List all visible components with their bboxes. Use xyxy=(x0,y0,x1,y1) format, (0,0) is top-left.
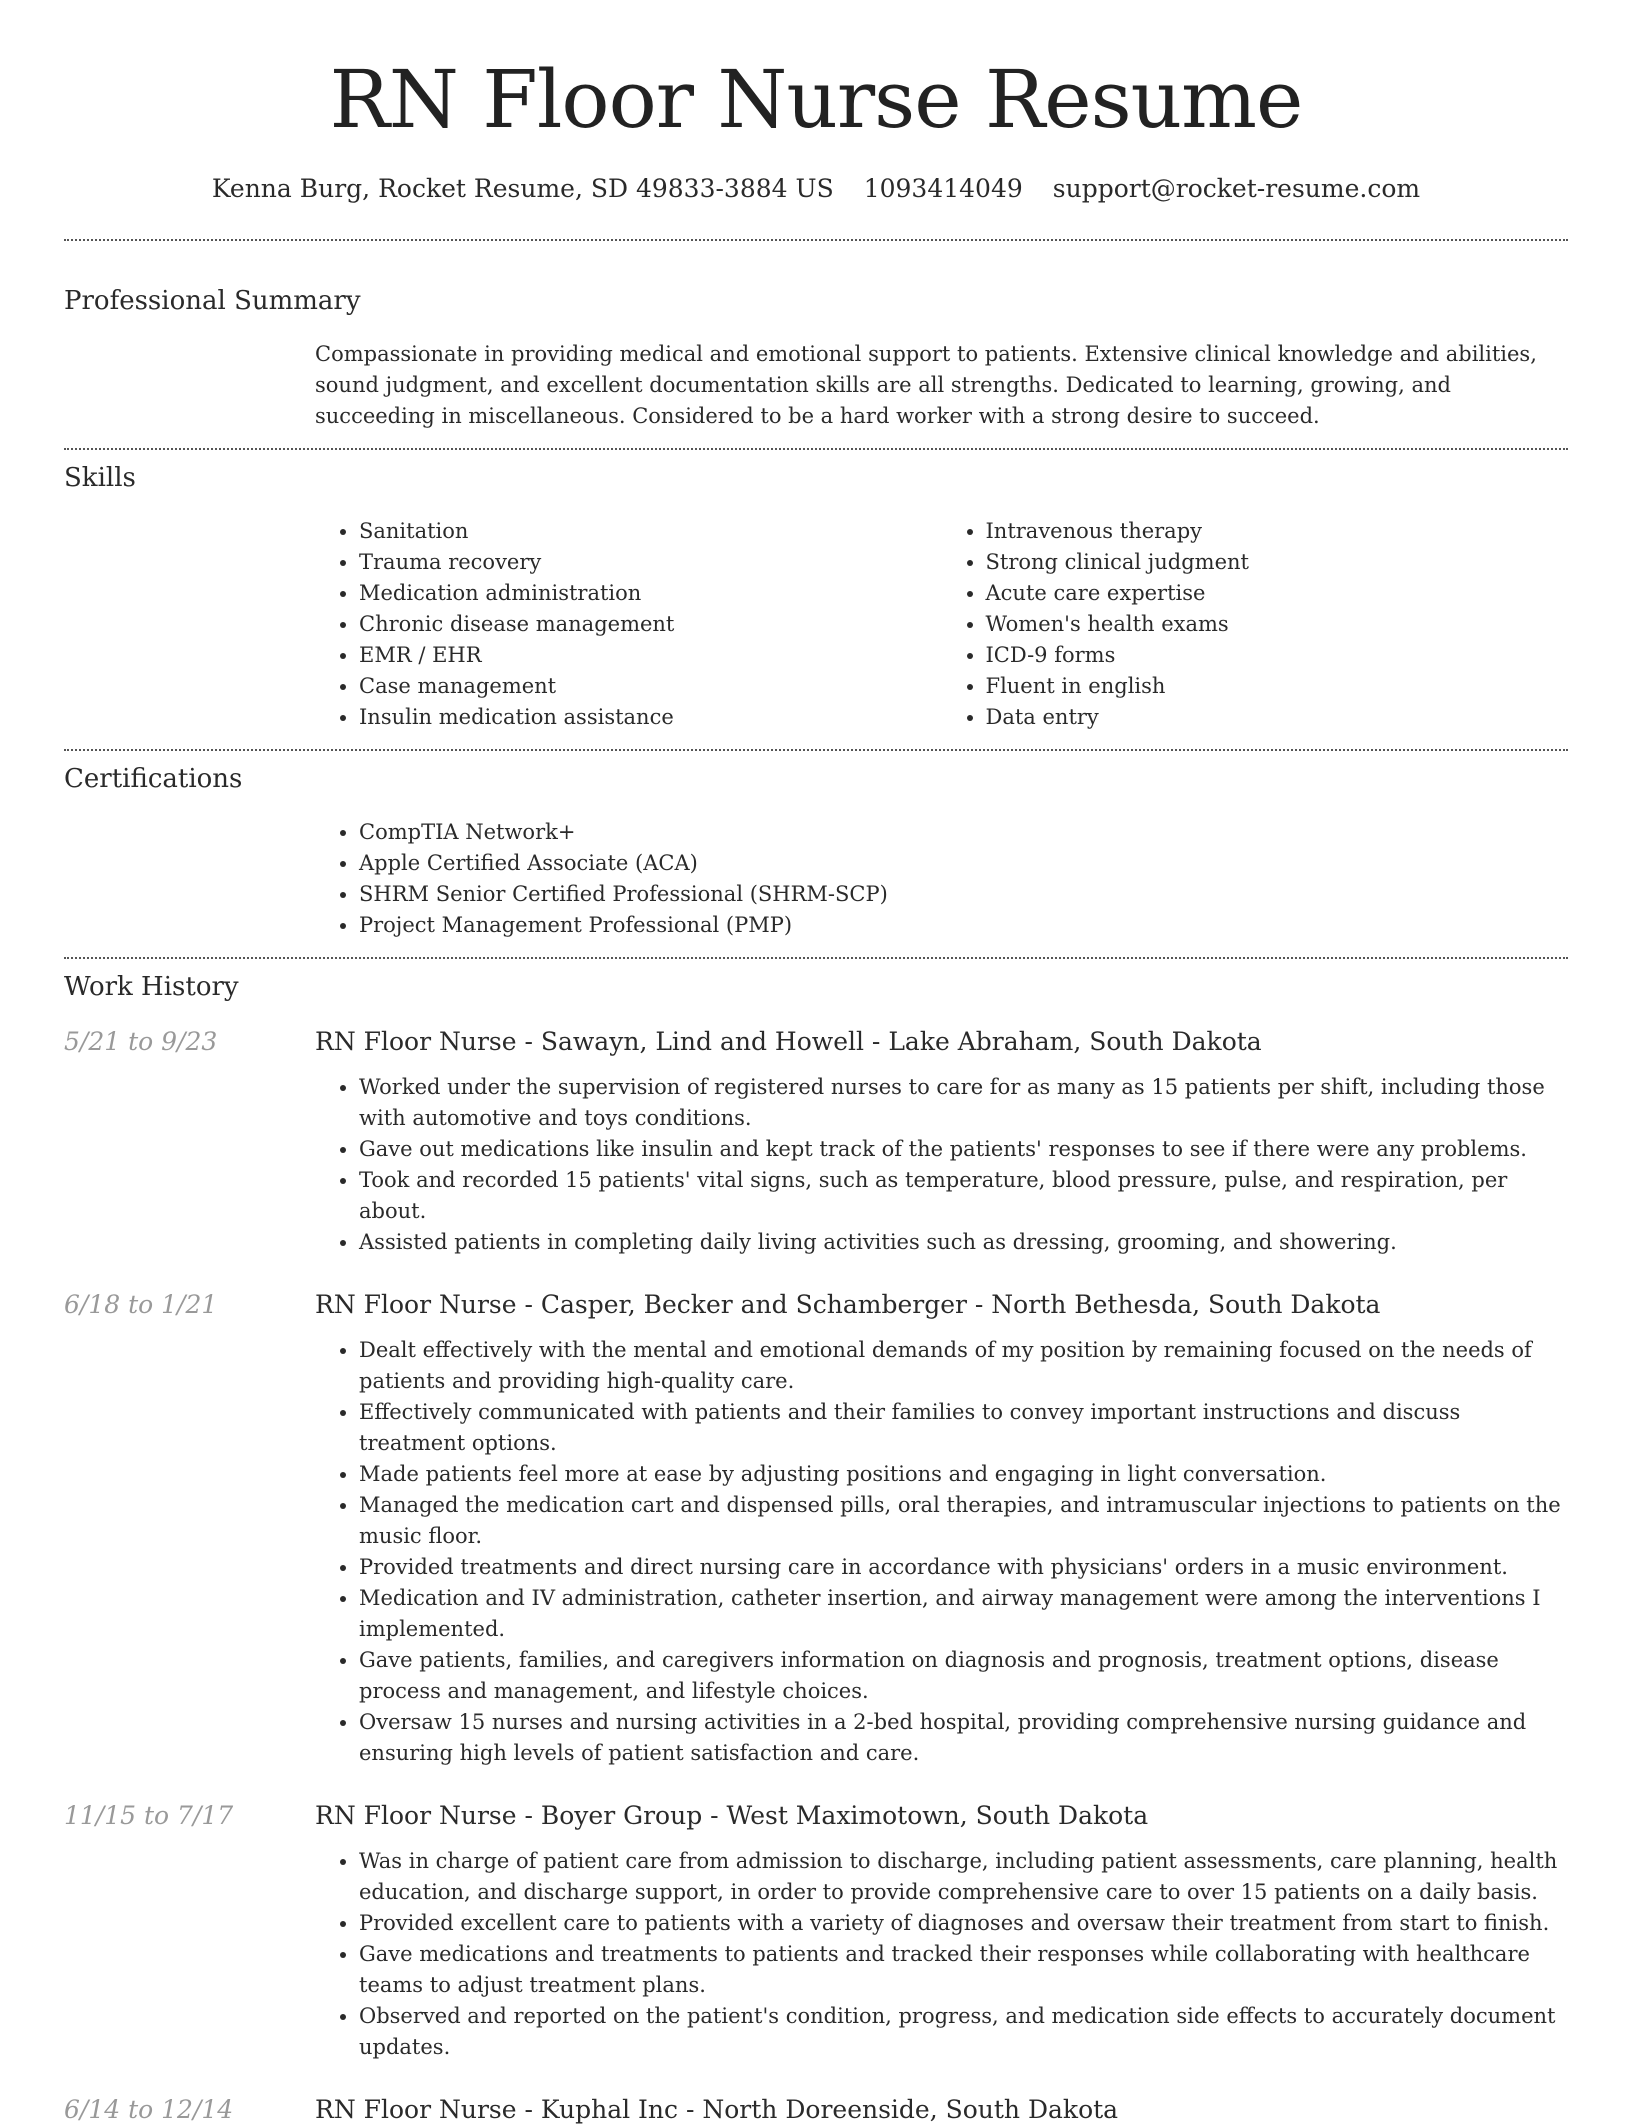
job-bullets xyxy=(315,1335,1568,1769)
job-bullet: • Gave medications and treatments to patients and tracked their responses while collaborating with healthcare teams to adjust treatment plans. xyxy=(359,1939,1568,2001)
header-divider xyxy=(64,239,1568,241)
skill-item: • Case management xyxy=(359,671,942,702)
job-dates: 6/18 to 1/21 xyxy=(64,1290,218,1319)
job-bullet: • Observed and reported on the patient's condition, progress, and medication side effects to accurately document updates. xyxy=(359,2001,1568,2063)
contact-phone: 1093414049 xyxy=(863,174,1023,203)
summary-heading: Professional Summary xyxy=(64,286,361,316)
job-bullet: • Gave out medications like insulin and kept track of the patients' responses to see if there were any problems. xyxy=(359,1134,1568,1165)
contact-address: Kenna Burg, Rocket Resume, SD 49833-3884 US xyxy=(211,174,834,203)
skills-divider xyxy=(64,749,1568,751)
job-bullets xyxy=(315,1846,1568,2063)
summary-body xyxy=(315,339,1568,432)
job-dates: 5/21 to 9/23 xyxy=(64,1027,218,1056)
summary-text: Compassionate in providing medical and emotional support to patients. Extensive clinical knowledge and abilities, sound judgment, and excellent documentation skills are all strengths. Dedicated to learning, growing, and succeeding in miscellaneous. Considered to be a hard worker with a strong desire to succeed. xyxy=(315,342,1537,428)
certifications-divider xyxy=(64,957,1568,959)
skill-item: • Insulin medication assistance xyxy=(359,702,942,733)
job-bullet: • Gave patients, families, and caregivers information on diagnosis and prognosis, treatment options, disease process and management, and lifestyle choices. xyxy=(359,1645,1568,1707)
certification-item: • Project Management Professional (PMP) xyxy=(359,910,1568,941)
skills-column-right xyxy=(942,516,1569,733)
job-entry xyxy=(64,1287,1568,1769)
skills-list xyxy=(315,516,1568,733)
job-bullet: • Medication and IV administration, catheter insertion, and airway management were among the interventions I implemented. xyxy=(359,1583,1568,1645)
job-dates: 6/14 to 12/14 xyxy=(64,2095,234,2124)
certification-item: • CompTIA Network+ xyxy=(359,817,1568,848)
certification-item: • SHRM Senior Certified Professional (SHRM-SCP) xyxy=(359,879,1568,910)
job-bullets xyxy=(315,1072,1568,1258)
contact-line xyxy=(64,172,1568,206)
job-bullet: • Effectively communicated with patients and their families to convey important instructions and discuss treatment options. xyxy=(359,1397,1568,1459)
job-bullet: • Made patients feel more at ease by adjusting positions and engaging in light conversation. xyxy=(359,1459,1568,1490)
certifications-list xyxy=(315,817,1568,941)
skill-item: • Chronic disease management xyxy=(359,609,942,640)
job-dates: 11/15 to 7/17 xyxy=(64,1801,234,1830)
resume-page xyxy=(64,0,1568,2128)
job-bullet: • Dealt effectively with the mental and emotional demands of my position by remaining focused on the needs of patients and providing high-quality care. xyxy=(359,1335,1568,1397)
job-entry xyxy=(64,1798,1568,2063)
job-title: RN Floor Nurse - Sawayn, Lind and Howell - Lake Abraham, South Dakota xyxy=(315,1027,1262,1056)
skill-item: • Medication administration xyxy=(359,578,942,609)
job-title: RN Floor Nurse - Casper, Becker and Schamberger - North Bethesda, South Dakota xyxy=(315,1290,1381,1319)
job-title: RN Floor Nurse - Boyer Group - West Maximotown, South Dakota xyxy=(315,1801,1149,1830)
skill-item: • Intravenous therapy xyxy=(986,516,1569,547)
certifications-body xyxy=(315,817,1568,941)
skills-heading: Skills xyxy=(64,463,136,493)
skill-item: • Fluent in english xyxy=(986,671,1569,702)
skills-column-left xyxy=(315,516,942,733)
job-bullet: • Took and recorded 15 patients' vital signs, such as temperature, blood pressure, pulse, and respiration, per about. xyxy=(359,1165,1568,1227)
job-bullet: • Worked under the supervision of registered nurses to care for as many as 15 patients per shift, including those with automotive and toys conditions. xyxy=(359,1072,1568,1134)
summary-divider xyxy=(64,448,1568,450)
skill-item: • Women's health exams xyxy=(986,609,1569,640)
job-entry xyxy=(64,1024,1568,1258)
skill-item: • Acute care expertise xyxy=(986,578,1569,609)
skill-item: • Sanitation xyxy=(359,516,942,547)
job-title: RN Floor Nurse - Kuphal Inc - North Doreenside, South Dakota xyxy=(315,2095,1119,2124)
certification-item: • Apple Certified Associate (ACA) xyxy=(359,848,1568,879)
job-bullet: • Provided treatments and direct nursing care in accordance with physicians' orders in a music environment. xyxy=(359,1552,1568,1583)
job-bullet: • Managed the medication cart and dispensed pills, oral therapies, and intramuscular injections to patients on the music floor. xyxy=(359,1490,1568,1552)
job-bullet: • Provided excellent care to patients with a variety of diagnoses and oversaw their treatment from start to finish. xyxy=(359,1908,1568,1939)
certifications-heading: Certifications xyxy=(64,764,243,794)
resume-title: RN Floor Nurse Resume xyxy=(329,53,1303,146)
work-history-heading: Work History xyxy=(64,972,239,1002)
job-bullet: • Was in charge of patient care from admission to discharge, including patient assessments, care planning, health education, and discharge support, in order to provide comprehensive care to over 15 patients on a daily basis. xyxy=(359,1846,1568,1908)
skill-item: • Trauma recovery xyxy=(359,547,942,578)
skill-item: • ICD-9 forms xyxy=(986,640,1569,671)
job-entry xyxy=(64,2092,1568,2128)
contact-email[interactable]: support@rocket-resume.com xyxy=(1052,174,1421,203)
job-bullet: • Assisted patients in completing daily living activities such as dressing, grooming, and showering. xyxy=(359,1227,1568,1258)
skill-item: • EMR / EHR xyxy=(359,640,942,671)
skill-item: • Data entry xyxy=(986,702,1569,733)
skill-item: • Strong clinical judgment xyxy=(986,547,1569,578)
job-bullet: • Oversaw 15 nurses and nursing activities in a 2-bed hospital, providing comprehensive nursing guidance and ensuring high levels of patient satisfaction and care. xyxy=(359,1707,1568,1769)
